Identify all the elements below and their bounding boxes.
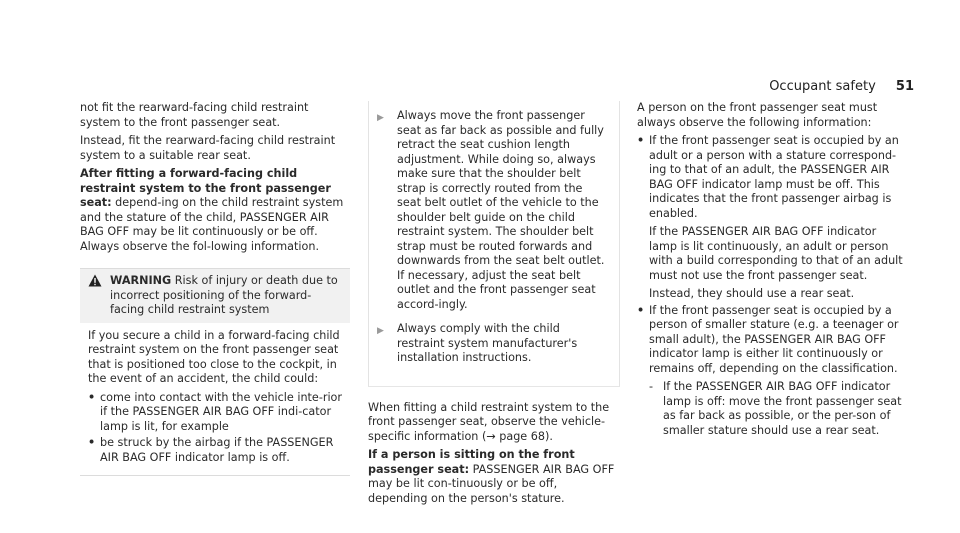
list-item-text: Instead, they should use a rear seat. bbox=[649, 287, 855, 300]
list-item-text: If the PASSENGER AIR BAG OFF indicator lamp is lit continuously, an adult or person with a build corresponding to that of an adult must not use the front passenger seat. bbox=[649, 225, 903, 282]
paragraph bbox=[80, 167, 350, 254]
column-left bbox=[80, 101, 350, 476]
tip-text: Always comply with the child restraint system manufacturer's installation instructions. bbox=[397, 322, 578, 364]
warning-triangle-icon bbox=[88, 274, 102, 318]
column-right bbox=[637, 101, 907, 440]
paragraph: Instead, fit the rearward-facing child restraint system to a suitable rear seat. bbox=[80, 134, 336, 162]
paragraph: When fitting a child restraint system to the front passenger seat, observe the vehicle-specific information (→ page 68). bbox=[368, 400, 610, 443]
page-number: 51 bbox=[895, 79, 914, 94]
paragraph: If you secure a child in a forward-facing child restraint system on the front passenger seat that is positioned too close to the cockpit, in the event of an accident, the child could: bbox=[88, 328, 340, 385]
column-middle bbox=[368, 101, 620, 510]
triangle-right-icon: ▶ bbox=[377, 326, 384, 336]
list-item bbox=[637, 134, 907, 302]
tip-box bbox=[368, 101, 620, 387]
list-item-text: • If the front passenger seat is occupied by an adult or a person with a stature correspond-ing to that of an adult, the PASSENGER AIR BAG OFF indicator lamp must be off. This indicates that the front passenger airbag is enabled. bbox=[649, 134, 899, 220]
paragraph-text: PASSENGER AIR BAG OFF may be lit con-tinuously or be off, depending on the person's stature. bbox=[368, 462, 615, 505]
paragraph: A person on the front passenger seat must always observe the following information: bbox=[637, 101, 878, 129]
dash-marker: - bbox=[649, 380, 654, 393]
paragraph bbox=[368, 448, 620, 506]
paragraph-text: depend-ing on the child restraint system and the stature of the child, PASSENGER AIR BAG OFF may be lit continuously or be off. Always observe the fol-lowing information. bbox=[80, 196, 344, 253]
bold-lead: If a person is sitting on the front passenger seat: bbox=[368, 448, 575, 476]
tip-item bbox=[377, 322, 607, 366]
warning-body bbox=[80, 323, 350, 476]
tip-text: Always move the front passenger seat as far back as possible and fully retract the seat cushion length adjustment. While doing so, always make sure that the shoulder belt strap is correctly routed from the seat belt outlet of the vehicle to the shoulder belt guide on the child restraint system. The shoulder belt strap must be routed forwards and downwards from the seat belt outlet. If necessary, adjust the seat belt outlet and the front passenger seat accord-ingly. bbox=[397, 109, 605, 311]
list-item-text: • If the front passenger seat is occupied by a person of smaller stature (e.g. a teenager or small adult), the PASSENGER AIR BAG OFF indicator lamp is either lit continuously or remains off, depending on the classification. bbox=[649, 303, 899, 375]
page-header bbox=[769, 79, 914, 94]
bullet-list bbox=[88, 391, 342, 466]
section-after bbox=[368, 401, 620, 507]
bullet-list bbox=[637, 134, 907, 438]
sub-list-item-text: If the PASSENGER AIR BAG OFF indicator lamp is off: move the front passenger seat as far back as possible, or the per-son of smaller stature should use a rear seat. bbox=[663, 380, 902, 437]
list-item: • come into contact with the vehicle inte-rior if the PASSENGER AIR BAG OFF indi-cator lamp is lit, for example bbox=[88, 391, 342, 435]
triangle-right-icon: ▶ bbox=[377, 113, 384, 123]
paragraph: not fit the rearward-facing child restraint system to the front passenger seat. bbox=[80, 101, 309, 129]
bold-lead: After fitting a forward-facing child restraint system to the front passenger seat: bbox=[80, 167, 331, 209]
warning-heading-text: Risk of injury or death due to incorrect positioning of the forward-facing child restraint system bbox=[110, 274, 338, 316]
list-item: • be struck by the airbag if the PASSENGER AIR BAG OFF indicator lamp is off. bbox=[88, 436, 342, 465]
warning-box bbox=[80, 268, 350, 476]
warning-label: WARNING bbox=[110, 274, 172, 287]
tip-item bbox=[377, 109, 607, 312]
list-item bbox=[637, 304, 907, 439]
warning-heading bbox=[110, 274, 342, 318]
section-title: Occupant safety bbox=[769, 79, 876, 94]
warning-header bbox=[80, 269, 350, 323]
sub-list-item bbox=[649, 380, 907, 438]
